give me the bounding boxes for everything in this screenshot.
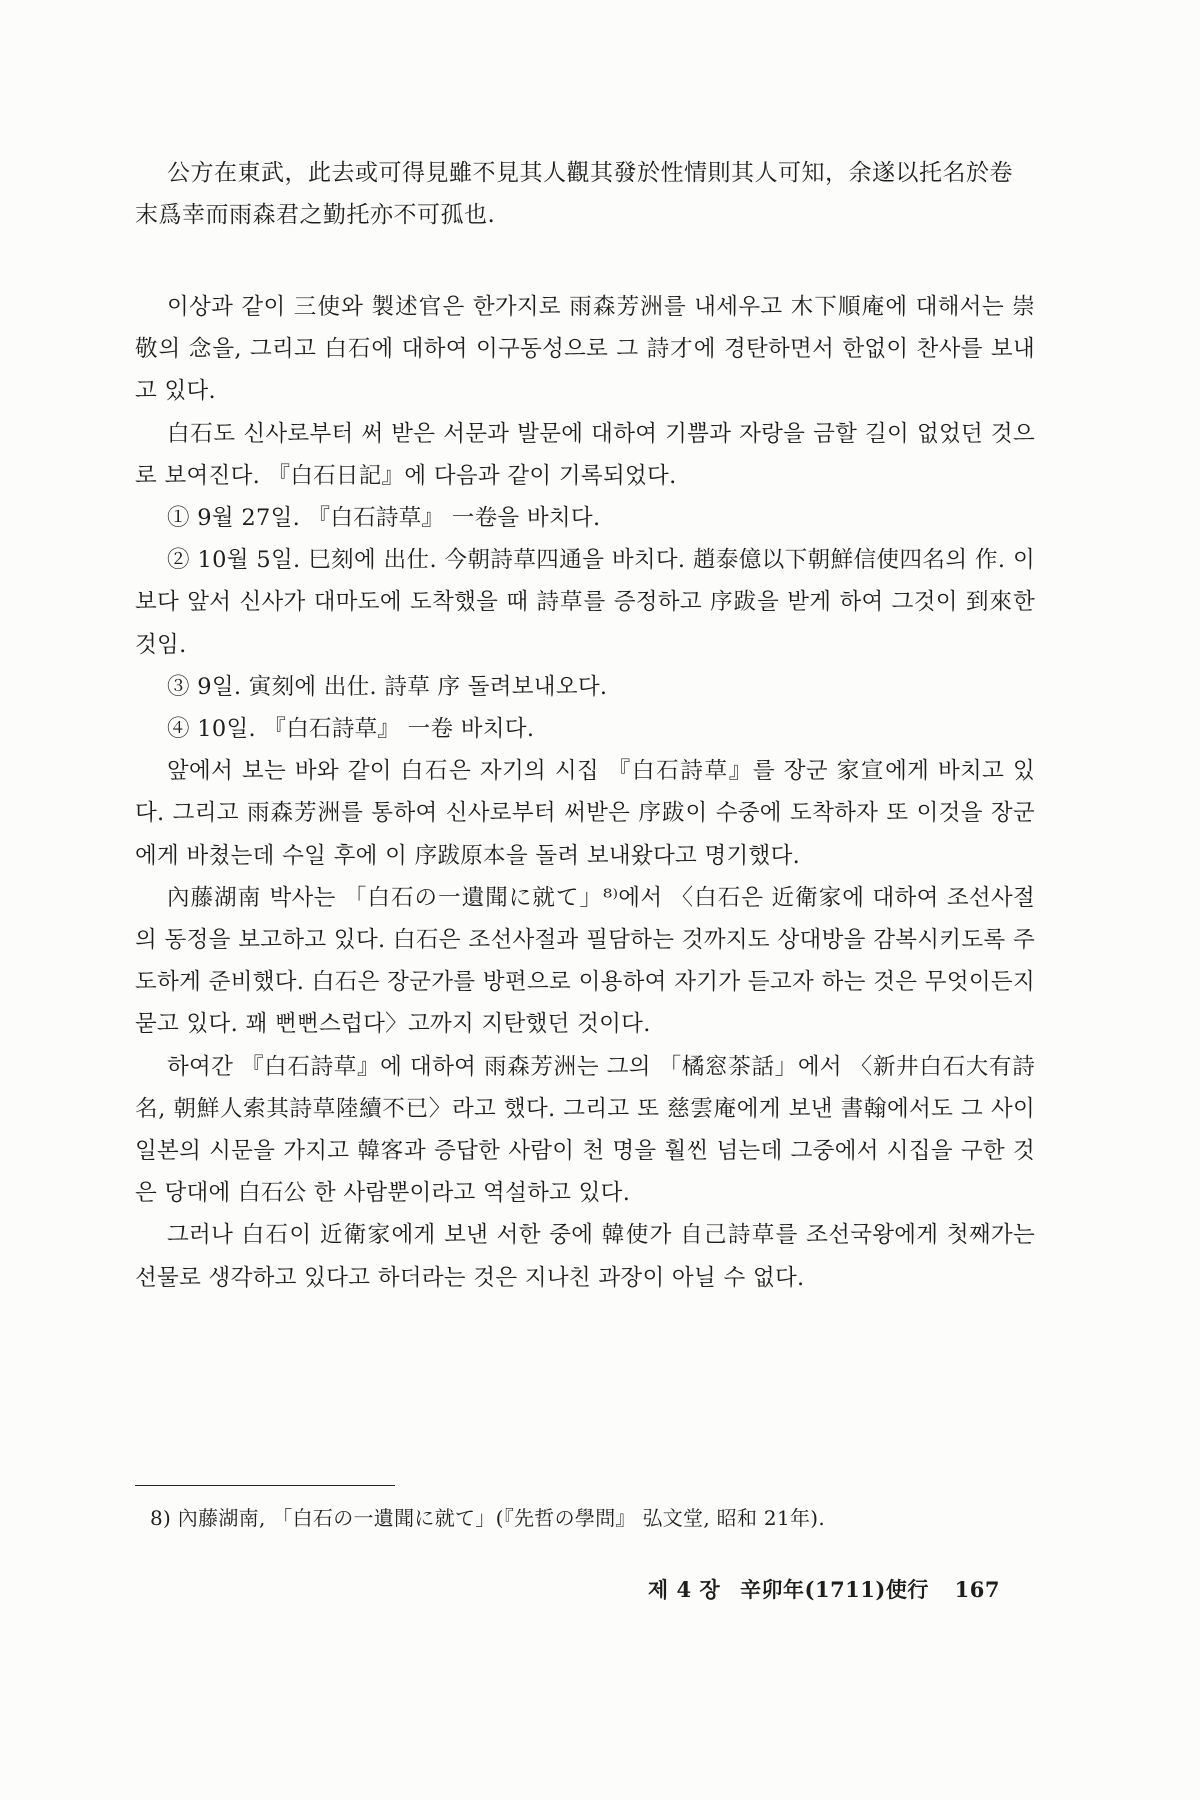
chapter-title: 辛卯年(1711)使行 (740, 1577, 929, 1602)
page-number: 167 (954, 1577, 1000, 1602)
running-footer (636, 1575, 1000, 1605)
paragraph-4: 內藤湖南 박사는 「白石の一遺聞に就て」⁸⁾에서 〈白石은 近衛家에 대하여 조선사절의 동정을 보고하고 있다. 白石은 조선사절과 필담하는 것까지도 상대방을 감복시키도록 주도하게 준비했다. 白石은 장군가를 방편으로 이용하여 자기가 듣고자 하는 것은 무엇이든지 묻고 있다. 꽤 뻔뻔스럽다〉고까지 지탄했던 것이다. (135, 884, 1035, 1038)
paragraph-1: 이상과 같이 三使와 製述官은 한가지로 雨森芳洲를 내세우고 木下順庵에 대해서는 崇敬의 念을, 그리고 白石에 대하여 이구동성으로 그 詩才에 경탄하면서 한없이 찬사를 보내고 있다. (135, 294, 1035, 405)
paragraph-3: 앞에서 보는 바와 같이 白石은 자기의 시집 『白石詩草』를 장군 家宣에게 바치고 있다. 그리고 雨森芳洲를 통하여 신사로부터 써받은 序跋이 수중에 도착하자 또 이것을 장군에게 바쳤는데 수일 후에 이 序跋原本을 돌려 보내왔다고 명기했다. (135, 758, 1035, 869)
main-text (135, 286, 1035, 1299)
diary-item-2: ② 10월 5일. 巳刻에 出仕. 今朝詩草四通을 바치다. 趙泰億以下朝鮮信使四名의 作. 이보다 앞서 신사가 대마도에 도착했을 때 詩草를 증정하고 序跋을 받게 하여 그것이 到來한 것임. (135, 547, 1035, 658)
body-text (135, 152, 1035, 1299)
diary-item-3: ③ 9일. 寅刻에 出仕. 詩草 序 돌려보내오다. (167, 673, 608, 700)
diary-item-4: ④ 10일. 『白石詩草』 一卷 바치다. (167, 716, 535, 743)
paragraph-2: 白石도 신사로부터 써 받은 서문과 발문에 대하여 기쁨과 자랑을 금할 길이 없었던 것으로 보여진다. 『白石日記』에 다음과 같이 기록되었다. (135, 420, 1035, 489)
footnote-divider (135, 1485, 395, 1486)
footnote: 8) 內藤湖南, 「白石の一遺聞に就て」(『先哲の學問』 弘文堂, 昭和 21年). (150, 1506, 826, 1530)
diary-item-1: ① 9월 27일. 『白石詩草』 一卷을 바치다. (167, 505, 601, 532)
paragraph-5: 하여간 『白石詩草』에 대하여 雨森芳洲는 그의 「橘窓茶話」에서 〈新井白石大有詩名, 朝鮮人索其詩草陸續不已〉라고 했다. 그리고 또 慈雲庵에게 보낸 書翰에서도 그 사이 일본의 시문을 가지고 韓客과 증답한 사람이 천 명을 훨씬 넘는데 그중에서 시집을 구한 것은 당대에 白石公 한 사람뿐이라고 역설하고 있다. (135, 1053, 1035, 1207)
chapter-label: 제 4 장 (647, 1577, 721, 1602)
kanbun-quote: 公方在東武，此去或可得見雖不見其人觀其發於性情則其人可知，余遂以托名於卷末爲幸而雨森君之勤托亦不可孤也. (135, 160, 1013, 228)
paragraph-6: 그러나 白石이 近衛家에게 보낸 서한 중에 韓使가 自己詩草를 조선국왕에게 첫째가는 선물로 생각하고 있다고 하더라는 것은 지나친 과장이 아닐 수 없다. (135, 1222, 1035, 1291)
